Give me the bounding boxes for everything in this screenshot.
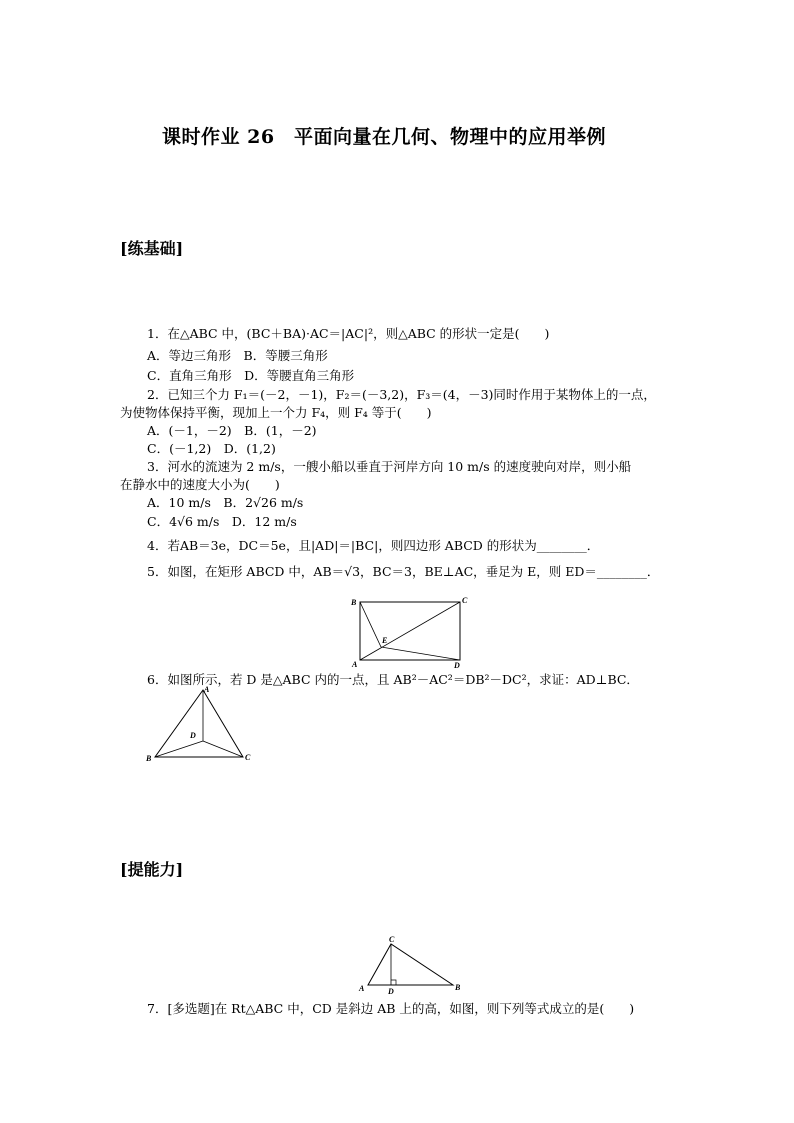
triangle-label-d: D [190, 731, 196, 740]
figure-triangle [145, 685, 255, 765]
right-triangle-outline [368, 944, 453, 985]
section-advanced: [提能力] [120, 860, 184, 879]
figure-right-triangle [358, 934, 468, 994]
q7-text: 7．[多选题]在 Rt△ABC 中，CD 是斜边 AB 上的高，如图，则下列等式成立的是( ) [147, 1001, 635, 1016]
triangle-label-c: C [245, 753, 251, 762]
rect-label-b: B [351, 598, 357, 607]
section-basic: [练基础] [120, 239, 184, 258]
right-triangle-label-d: D [388, 987, 394, 996]
rect-label-c: C [462, 596, 468, 605]
right-triangle-label-b: B [455, 983, 461, 992]
triangle-label-b: B [146, 754, 152, 763]
q3-text-2: 在静水中的速度大小为( ) [120, 477, 280, 492]
rect-label-d: D [454, 661, 460, 670]
q5-text: 5．如图，在矩形 ABCD 中，AB＝√3，BC＝3，BE⊥AC，垂足为 E，则 ED＝________． [147, 564, 660, 579]
rect-segment-ed [381, 647, 460, 660]
figure-rectangle [348, 595, 468, 670]
q2-options-ab: A．(－1，－2) B．(1，－2) [147, 423, 317, 438]
rect-segment-be [360, 602, 381, 647]
q3-options-cd: C．4√6 m/s D．12 m/s [147, 514, 297, 529]
right-triangle-label-a: A [359, 984, 365, 993]
q4-text: 4．若AB＝3e，DC＝5e，且|AD|＝|BC|，则四边形 ABCD 的形状为________． [147, 538, 600, 553]
triangle-segment-bd [155, 741, 203, 757]
triangle-label-a: A [204, 685, 210, 694]
q6-text: 6．如图所示，若 D 是△ABC 内的一点，且 AB²－AC²＝DB²－DC²，求证：AD⊥BC． [147, 672, 639, 687]
rect-label-a: A [352, 660, 358, 669]
page-title: 课时作业 26 平面向量在几何、物理中的应用举例 [162, 126, 607, 148]
right-angle-mark [391, 980, 396, 985]
q2-options-cd: C．(－1,2) D．(1,2) [147, 441, 276, 456]
triangle-outline [155, 690, 243, 757]
rect-diagonal-ac [360, 602, 460, 660]
q3-options-ab: A．10 m/s B．2√26 m/s [147, 495, 304, 510]
right-triangle-label-c: C [389, 935, 395, 944]
q1-options-ab: A．等边三角形 B．等腰三角形 [147, 348, 328, 363]
triangle-segment-cd [203, 741, 243, 757]
q2-text-2: 为使物体保持平衡，现加上一个力 F₄，则 F₄ 等于( ) [120, 405, 432, 420]
q1-text: 1．在△ABC 中，(BC＋BA)·AC＝|AC|²，则△ABC 的形状一定是( ) [147, 326, 550, 341]
q2-text-1: 2．已知三个力 F₁＝(－2，－1)，F₂＝(－3,2)，F₃＝(4，－3)同时作用于某物体上的一点， [147, 387, 656, 402]
q3-text-1: 3．河水的流速为 2 m/s，一艘小船以垂直于河岸方向 10 m/s 的速度驶向对岸，则小船 [147, 459, 632, 474]
q1-options-cd: C．直角三角形 D．等腰直角三角形 [147, 368, 355, 383]
rect-label-e: E [382, 636, 388, 645]
